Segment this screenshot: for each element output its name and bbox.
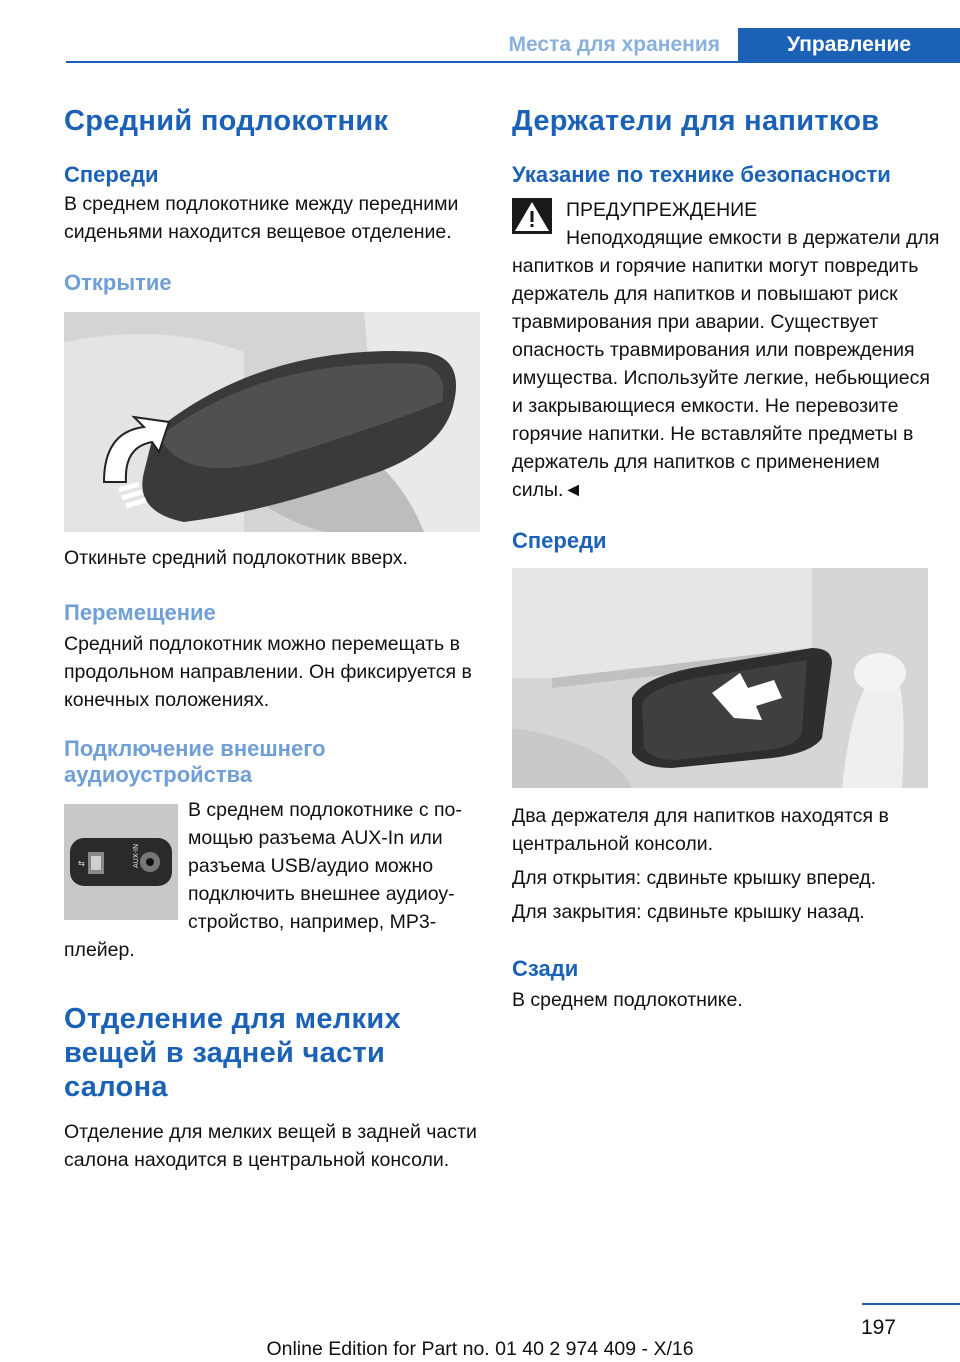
heading-cupholders: Держатели для напитков: [512, 105, 880, 137]
warning-triangle-icon: [512, 198, 552, 234]
paragraph-rear-compartment: Отделение для мелких вещей в задней части салона находится в центральной консоли.: [64, 1121, 477, 1171]
cupholder-illustration: [512, 568, 928, 788]
audio-block: [64, 800, 482, 964]
armrest-figure: [64, 312, 480, 532]
right-column: [512, 100, 942, 1014]
subheading-rear-cupholders: Сзади: [512, 956, 579, 981]
subheading-audio: Подключение внешнего аудиоустройства: [64, 736, 326, 787]
paragraph-move: Средний подлокотник можно перемещать в продольном направлении. Он фиксируется в конечных положениях.: [64, 633, 472, 711]
paragraph-cupholder-open: Для открытия: сдвиньте крышку вперед.: [512, 867, 877, 889]
subheading-front: Спереди: [64, 162, 159, 187]
paragraph-cupholder-close: Для закрытия: сдвиньте крышку назад.: [512, 901, 865, 923]
header-chapter-tab: Управление: [738, 28, 960, 61]
paragraph-audio: В среднем подлокотнике с помощью разъема AUX-In или разъема USB/аудио можно подключить внешнее аудиоустройство, например, MP3-плейер.: [64, 800, 462, 961]
paragraph-rear-cupholders: В среднем подлокотнике.: [512, 989, 743, 1011]
usb-aux-port-figure: [64, 804, 178, 920]
armrest-illustration: [64, 312, 480, 532]
header-rule: [66, 61, 960, 63]
footer-edition: Online Edition for Part no. 01 40 2 974 409 - X/16: [266, 1338, 694, 1360]
footer-rule: [862, 1303, 960, 1305]
left-column: [64, 100, 482, 1174]
subheading-safety: Указание по технике безопасности: [512, 162, 891, 187]
header-section-title: Места для хранения: [508, 33, 720, 56]
warning-text: Неподходящие емкости в держатели для напитков и горячие напитки могут повредить держатель для напитков и повышают риск травмирования при аварии. Существует опасность травмирования или повреждения имущества. Используйте легкие, небьющиеся и закрывающиеся емкости. Не перевозите горячие напитки. Не вставляйте предметы в держатель для напитков с применением силы.◄: [512, 227, 940, 501]
heading-armrest: Средний подлокотник: [64, 105, 389, 137]
paragraph-armrest-front: В среднем подлокотнике между передними сиденьями находится вещевое отделение.: [64, 193, 459, 243]
warning-block: [512, 196, 942, 504]
svg-text:AUX-IN: AUX-IN: [132, 843, 140, 868]
paragraph-open-instruction: Откиньте средний подлокотник вверх.: [64, 547, 408, 569]
paragraph-cupholder-location: Два держателя для напитков находятся в центральной консоли.: [512, 805, 889, 855]
usb-aux-illustration: [64, 804, 178, 920]
subheading-front-cupholders: Спереди: [512, 528, 607, 553]
page-number: 197: [860, 1316, 896, 1339]
warning-title: ПРЕДУПРЕЖДЕНИЕ: [566, 199, 758, 221]
heading-rear-compartment: Отделение для мелких вещей в задней части салона: [64, 1003, 401, 1103]
cupholder-figure: [512, 568, 928, 788]
subheading-move: Перемещение: [64, 600, 216, 625]
svg-text:⇆: ⇆: [78, 859, 85, 868]
subheading-open: Открытие: [64, 270, 172, 295]
